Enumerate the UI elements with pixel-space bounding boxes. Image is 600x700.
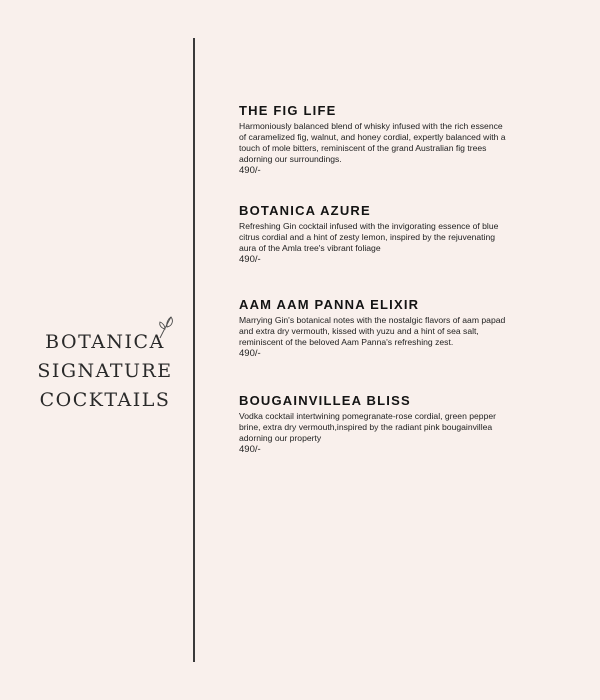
menu-item-bougainvillea-bliss bbox=[239, 393, 509, 455]
item-name: BOTANICA AZURE bbox=[239, 203, 371, 218]
item-name: BOUGAINVILLEA BLISS bbox=[239, 393, 411, 408]
item-price: 490/- bbox=[239, 165, 261, 176]
section-title-line-1: BOTANICA bbox=[45, 331, 165, 353]
section-title-line-2: SIGNATURE bbox=[37, 360, 173, 382]
vertical-divider bbox=[193, 38, 195, 662]
item-name: THE FIG LIFE bbox=[239, 103, 337, 118]
item-price: 490/- bbox=[239, 348, 261, 359]
item-price: 490/- bbox=[239, 444, 261, 455]
menu-item-fig-life bbox=[239, 103, 509, 176]
section-title-line-3: COCKTAILS bbox=[39, 389, 171, 411]
item-description: Vodka cocktail intertwining pomegranate-rose cordial, green pepper brine, extra dry vermouth,inspired by the radiant pink bougainvillea adorning our property bbox=[239, 411, 497, 443]
item-description: Harmoniously balanced blend of whisky infused with the rich essence of caramelized fig, walnut, and honey cordial, expertly balanced with a touch of mole bitters, reminiscent of the grand Australian fig trees adorning our surroundings. bbox=[239, 121, 506, 164]
item-price: 490/- bbox=[239, 254, 261, 265]
item-description: Refreshing Gin cocktail infused with the invigorating essence of blue citrus cordial and a hint of zesty lemon, inspired by the rejuvenating aura of the Amla tree's vibrant foliage bbox=[239, 221, 499, 253]
item-name: AAM AAM PANNA ELIXIR bbox=[239, 297, 420, 312]
menu-item-botanica-azure bbox=[239, 203, 509, 265]
section-title bbox=[20, 328, 190, 415]
leaf-icon bbox=[157, 314, 175, 340]
menu-item-aam-panna-elixir bbox=[239, 297, 509, 359]
item-description: Marrying Gin's botanical notes with the nostalgic flavors of aam papad and extra dry vermouth, kissed with yuzu and a hint of sea salt, reminiscent of the beloved Aam Panna's refreshing zest. bbox=[239, 315, 506, 347]
